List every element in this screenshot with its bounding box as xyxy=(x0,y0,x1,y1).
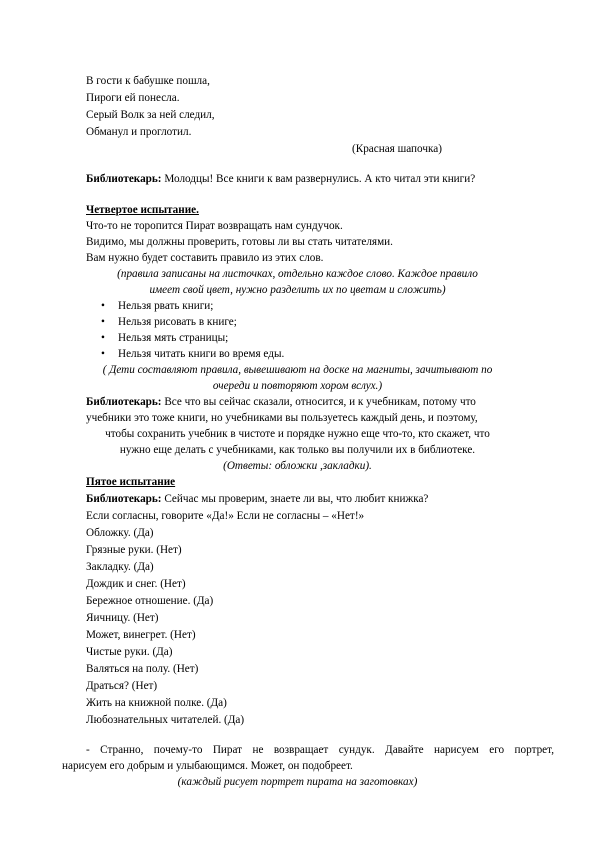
speech-text: Все что вы сейчас сказали, относится, и к учебникам, потому что xyxy=(161,396,476,408)
instruction-note: (правила записаны на листочках, отдельно каждое слово. Каждое правило xyxy=(117,268,478,280)
speech-text: Молодцы! Все книги к вам развернулись. А кто читал эти книги? xyxy=(161,173,476,185)
list-item: Нельзя рисовать в книге; xyxy=(118,316,237,328)
poem-line: Серый Волк за ней следил, xyxy=(86,109,215,121)
speech-text: чтобы сохранить учебник в чистоте и порядке нужно еще что-то, кто скажет, что xyxy=(105,428,490,440)
list-item: Яичницу. (Нет) xyxy=(86,612,159,624)
text-line: Вам нужно будет составить правило из этих слов. xyxy=(86,252,324,264)
list-item: Нельзя мять страницы; xyxy=(118,332,229,344)
speech-text: Сейчас мы проверим, знаете ли вы, что любит книжка? xyxy=(161,493,429,505)
bullet-icon: • xyxy=(101,316,105,328)
bullet-icon: • xyxy=(101,332,105,344)
list-item: Закладку. (Да) xyxy=(86,561,154,573)
list-item: Нельзя читать книги во время еды. xyxy=(118,348,285,360)
answer-note: (Ответы: обложки ,закладки). xyxy=(223,460,372,472)
list-item: Может, винегрет. (Нет) xyxy=(86,629,196,641)
list-item: Бережное отношение. (Да) xyxy=(86,595,214,607)
section-heading: Пятое испытание xyxy=(86,476,176,488)
instruction-note: ( Дети составляют правила, вывешивают на доске на магниты, зачитывают по xyxy=(102,364,493,376)
poem-line: В гости к бабушке пошла, xyxy=(86,75,210,87)
closing-text: нарисуем его добрым и улыбающимся. Может, он подобреет. xyxy=(62,760,353,772)
list-item: Дождик и снег. (Нет) xyxy=(86,578,186,590)
poem-source: (Красная шапочка) xyxy=(352,143,442,155)
instruction-note: имеет свой цвет, нужно разделить их по цветам и сложить) xyxy=(149,284,446,296)
paragraph-librarian xyxy=(86,394,476,410)
closing-note: (каждый рисует портрет пирата на заготовках) xyxy=(177,776,418,788)
bullet-icon: • xyxy=(101,348,105,360)
speaker-label: Библиотекарь: xyxy=(86,396,162,408)
list-item: Нельзя рвать книги; xyxy=(118,300,214,312)
list-item: Грязные руки. (Нет) xyxy=(86,544,182,556)
text-line: Видимо, мы должны проверить, готовы ли вы стать читателями. xyxy=(86,236,393,248)
paragraph-librarian xyxy=(86,491,428,507)
poem-line: Пироги ей понесла. xyxy=(86,92,180,104)
poem-line: Обманул и проглотил. xyxy=(86,126,192,138)
paragraph-librarian xyxy=(86,171,475,187)
list-item: Любознательных читателей. (Да) xyxy=(86,714,245,726)
text-line: Что-то не торопится Пират возвращать нам сундучок. xyxy=(86,220,343,232)
text-line: Если согласны, говорите «Да!» Если не согласны – «Нет!» xyxy=(86,510,365,522)
list-item: Валяться на полу. (Нет) xyxy=(86,663,199,675)
speech-text: учебники это тоже книги, но учебниками вы пользуетесь каждый день, и поэтому, xyxy=(86,412,478,424)
closing-text: - Странно, почему-то Пират не возвращает сундук. Давайте нарисуем его портрет, xyxy=(86,744,554,756)
speech-text: нужно еще делать с учебниками, как только вы получили их в библиотеке. xyxy=(119,444,476,456)
list-item: Драться? (Нет) xyxy=(86,680,158,692)
list-item: Чистые руки. (Да) xyxy=(86,646,173,658)
speaker-label: Библиотекарь: xyxy=(86,173,162,185)
list-item: Жить на книжной полке. (Да) xyxy=(86,697,227,709)
speaker-label: Библиотекарь: xyxy=(86,493,162,505)
section-heading: Четвертое испытание. xyxy=(86,204,199,216)
list-item: Обложку. (Да) xyxy=(86,527,154,539)
bullet-icon: • xyxy=(101,300,105,312)
instruction-note: очереди и повторяют хором вслух.) xyxy=(212,380,383,392)
